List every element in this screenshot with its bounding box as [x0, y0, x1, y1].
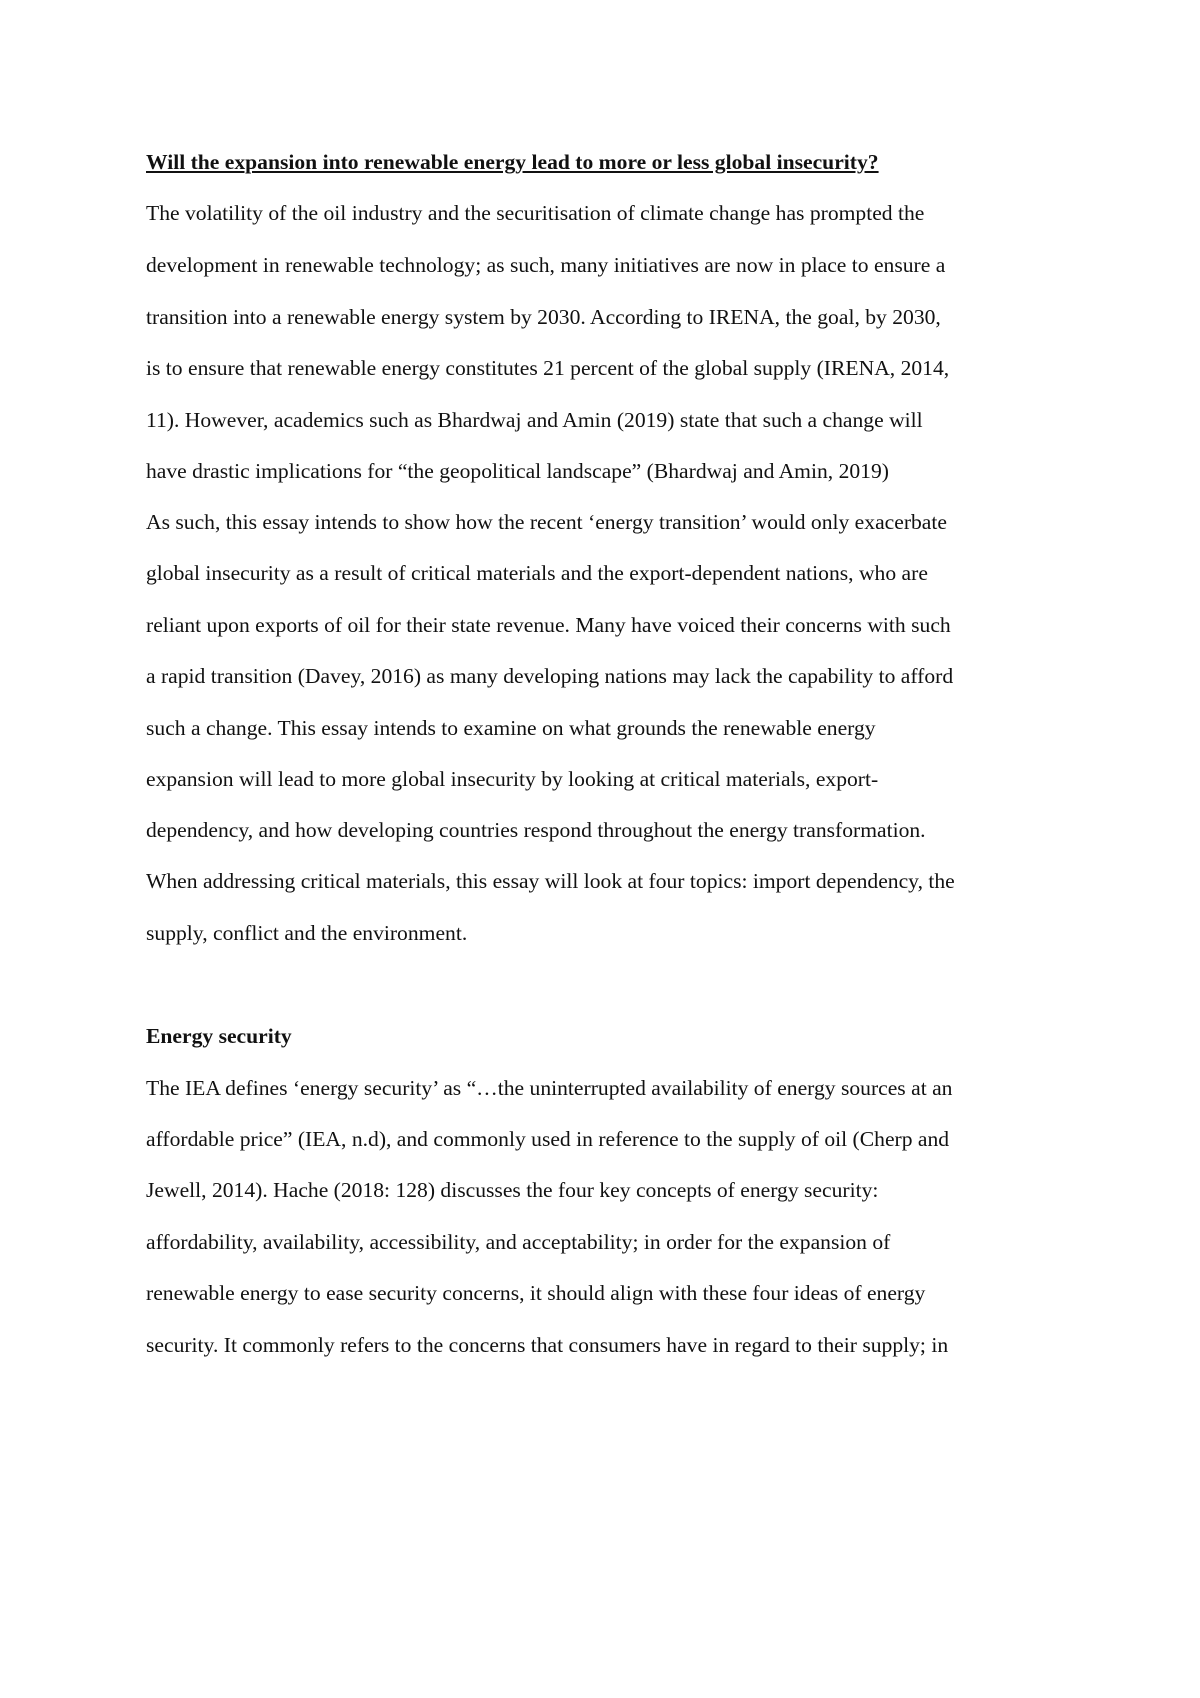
section-line: Jewell, 2014). Hache (2018: 128) discusses the four key concepts of energy security: — [146, 1178, 879, 1202]
intro-line: As such, this essay intends to show how the recent ‘energy transition’ would only exacerbate — [146, 510, 947, 534]
intro-line: expansion will lead to more global insecurity by looking at critical materials, export- — [146, 767, 879, 791]
intro-line: 11). However, academics such as Bhardwaj and Amin (2019) state that such a change will — [146, 408, 923, 432]
intro-line: transition into a renewable energy system by 2030. According to IRENA, the goal, by 2030, — [146, 305, 941, 329]
section-heading: Energy security — [146, 1024, 292, 1048]
intro-line: reliant upon exports of oil for their state revenue. Many have voiced their concerns with such — [146, 613, 951, 637]
intro-line: global insecurity as a result of critical materials and the export-dependent nations, who are — [146, 561, 928, 585]
section-line: renewable energy to ease security concerns, it should align with these four ideas of energy — [146, 1281, 926, 1305]
intro-line: supply, conflict and the environment. — [146, 921, 468, 945]
section-line: affordable price” (IEA, n.d), and commonly used in reference to the supply of oil (Cherp and — [146, 1127, 950, 1151]
intro-line: When addressing critical materials, this essay will look at four topics: import dependency, the — [146, 869, 955, 893]
section-line: The IEA defines ‘energy security’ as “…the uninterrupted availability of energy sources at an — [146, 1076, 953, 1100]
intro-line: dependency, and how developing countries respond throughout the energy transformation. — [146, 818, 926, 842]
intro-line: a rapid transition (Davey, 2016) as many developing nations may lack the capability to afford — [146, 664, 954, 688]
intro-line: is to ensure that renewable energy constitutes 21 percent of the global supply (IRENA, 2014, — [146, 356, 950, 380]
intro-line: have drastic implications for “the geopolitical landscape” (Bhardwaj and Amin, 2019) — [146, 459, 889, 483]
essay-title: Will the expansion into renewable energy lead to more or less global insecurity? — [146, 150, 879, 174]
intro-line: development in renewable technology; as such, many initiatives are now in place to ensure a — [146, 253, 946, 277]
section-line: security. It commonly refers to the concerns that consumers have in regard to their supply; in — [146, 1333, 949, 1357]
intro-line: such a change. This essay intends to examine on what grounds the renewable energy — [146, 716, 876, 740]
intro-line: The volatility of the oil industry and the securitisation of climate change has prompted the — [146, 201, 925, 225]
section-line: affordability, availability, accessibility, and acceptability; in order for the expansion of — [146, 1230, 891, 1254]
